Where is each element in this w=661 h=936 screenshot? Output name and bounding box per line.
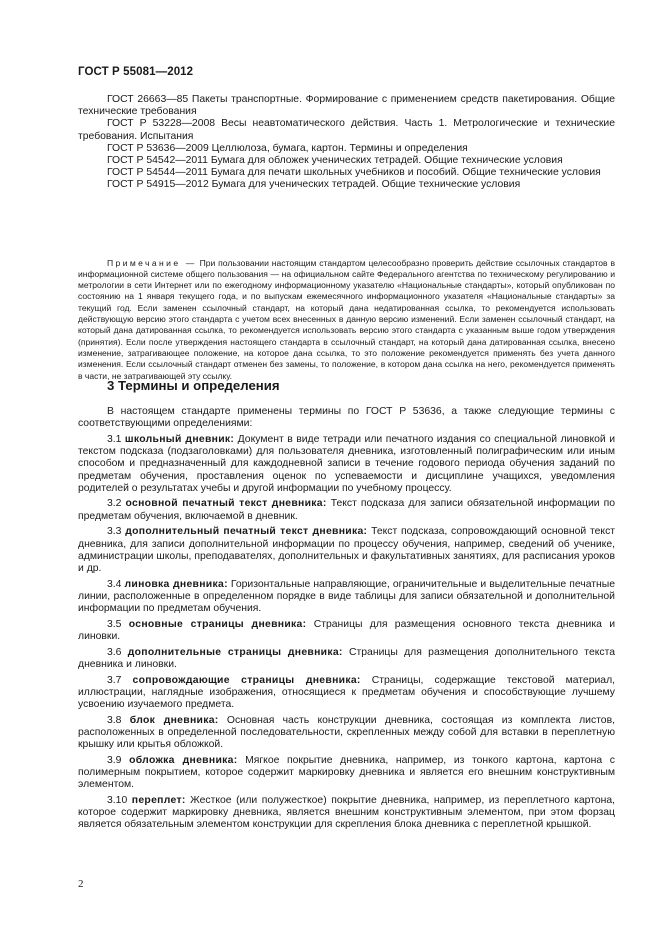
definition-text: Страницы, содержащие текстовой материал, иллюстрации, наглядные изображения, относящиеся к предметам обучения и способствующие лучшему усвоению изучаемого предмета. [78, 674, 616, 710]
definition-text: Горизонтальные направляющие, ограничительные и выделительные печатные линии, расположенные в определенном порядке в виде таблицы для записи обязательной и дополнительной информации по предметам обучения. [78, 578, 615, 615]
definition-item [78, 434, 615, 495]
definition-number: 3.10 [107, 794, 128, 806]
definition-item [78, 526, 615, 575]
definition-text: Жесткое (или полужесткое) покрытие дневника, например, из переплетного картона, которое содержит маркировку дневника, является внешним конструктивным элементом, при этом форзац является обязательным элементом конструкции для скрепления блока дневника с переплетной крышкой. [78, 794, 616, 831]
definition-item [78, 619, 615, 643]
definition-number: 3.9 [107, 754, 122, 766]
definition-text: Страницы для размещения дополнительного текста дневника и линовки. [78, 646, 616, 670]
definition-text: Страницы для размещения основного текста дневника и линовки. [78, 618, 616, 642]
definition-number: 3.1 [107, 433, 122, 445]
references-note [78, 258, 615, 382]
definition-term: основные страницы дневника: [128, 618, 307, 630]
definition-item [78, 755, 615, 792]
definition-number: 3.6 [107, 646, 122, 658]
definition-term: блок дневника: [129, 714, 219, 726]
reference-item: ГОСТ Р 54544—2011 Бумага для печати школьных учебников и пособий. Общие технические условия [107, 167, 601, 179]
reference-item: ГОСТ Р 53636—2009 Целлюлоза, бумага, картон. Термины и определения [107, 142, 468, 154]
definition-text: Документ в виде тетради или печатного издания со специальной линовкой и текстом подсказа (подзаголовками) для пользователя дневника, изготовленный полиграфическим или иным способом и предназначенный для каждодневной записи в течение годового периода обучения заданий по предметам обучения, проставления оценок по успеваемости и дисциплине учащихся, уведомления родителей о результатах учебы и другой информации по учебному процессу. [78, 433, 615, 494]
definition-term: школьный дневник: [124, 433, 235, 445]
definition-term: дополнительный печатный текст дневника: [125, 526, 368, 538]
definition-item [78, 498, 615, 522]
definition-term: переплет: [131, 794, 186, 806]
reference-item: ГОСТ Р 54915—2012 Бумага для ученических тетрадей. Общие технические условия [107, 179, 521, 191]
definition-item [78, 715, 615, 752]
note-label: Примечание — [107, 257, 197, 268]
reference-item: ГОСТ 26663—85 Пакеты транспортные. Формирование с применением средств пакетирования. Общие технические требования [78, 94, 615, 118]
definition-term: линовка дневника: [124, 578, 228, 590]
definition-term: обложка дневника: [129, 754, 238, 766]
definition-text: Текст подсказа, сопровождающий основной текст дневника, для записи дополнительной информации по процессу обучения, например, сведений об ученике, администрации школы, преподавателях, дополнительных и факультативных занятиях, для расписания уроков и др. [78, 526, 616, 574]
definitions-intro: В настоящем стандарте применены термины по ГОСТ Р 53636, а также следующие термины с соответствующими определениями: [78, 406, 615, 430]
definition-number: 3.8 [107, 714, 122, 726]
definition-number: 3.2 [107, 498, 122, 510]
definitions-list [78, 406, 615, 835]
definition-term: сопровождающие страницы дневника: [132, 674, 361, 686]
definition-item [78, 647, 615, 671]
definition-text: Мягкое покрытие дневника, например, из тонкого картона, картона с полимерным покрытием, которое содержит маркировку дневника и является его внешним конструктивным элементом. [78, 754, 615, 791]
definition-number: 3.5 [107, 618, 122, 630]
definition-number: 3.3 [107, 526, 122, 538]
reference-item: ГОСТ Р 54542—2011 Бумага для обложек ученических тетрадей. Общие технические условия [107, 155, 563, 167]
page-number: 2 [78, 878, 84, 890]
page-header: ГОСТ Р 55081—2012 [78, 66, 194, 78]
reference-item: ГОСТ Р 53228—2008 Весы неавтоматического действия. Часть 1. Метрологические и технические требования. Испытания [78, 118, 615, 142]
definition-number: 3.4 [107, 578, 122, 590]
definition-item [78, 795, 615, 832]
definition-text: Основная часть конструкции дневника, состоящая из комплекта листов, расположенных в определенной последовательности, скрепленных между собой для вставки в переплетную крышку или крытья обложкой. [78, 714, 615, 751]
definition-term: дополнительные страницы дневника: [127, 646, 343, 658]
definition-term: основной печатный текст дневника: [125, 498, 327, 510]
definition-item [78, 675, 615, 712]
definition-text: Текст подсказа для записи обязательной информации по предметам обучения, включаемой в дневник. [78, 498, 615, 522]
definition-item [78, 579, 615, 616]
normative-references-list [78, 94, 615, 192]
note-text: При пользовании настоящим стандартом целесообразно проверить действие ссылочных стандартов в информационной системе общего пользования — на официальном сайте Федерального агентства по техническому регулированию и метрологии в сети Интернет или по ежегодному информационному указателю «Национальные стандарты», который опубликован по состоянию на 1 января текущего года, и по выпускам ежемесячного информационного указателя «Национальные стандарты» за текущий год. Если заменен ссылочный стандарт, на который дана недатированная ссылка, то рекомендуется использовать действующую версию этого стандарта с учетом всех внесенных в данную версию изменений. Если заменен ссылочный стандарт, на который дана датированная ссылка, то рекомендуется использовать версию этого стандарта с указанным выше годом утверждения (принятия). Если после утверждения настоящего стандарта в ссылочный стандарт, на который дана датированная ссылка, внесено изменение, затрагивающее положение, на которое дана ссылка, то это положение рекомендуется применять без учета данного изменения. Если ссылочный стандарт отменен без замены, то положение, в котором дана ссылка на него, рекомендуется применять в части, не затрагивающей эту ссылку. [78, 257, 615, 381]
definition-number: 3.7 [107, 674, 122, 686]
section-title: 3 Термины и определения [107, 378, 280, 393]
